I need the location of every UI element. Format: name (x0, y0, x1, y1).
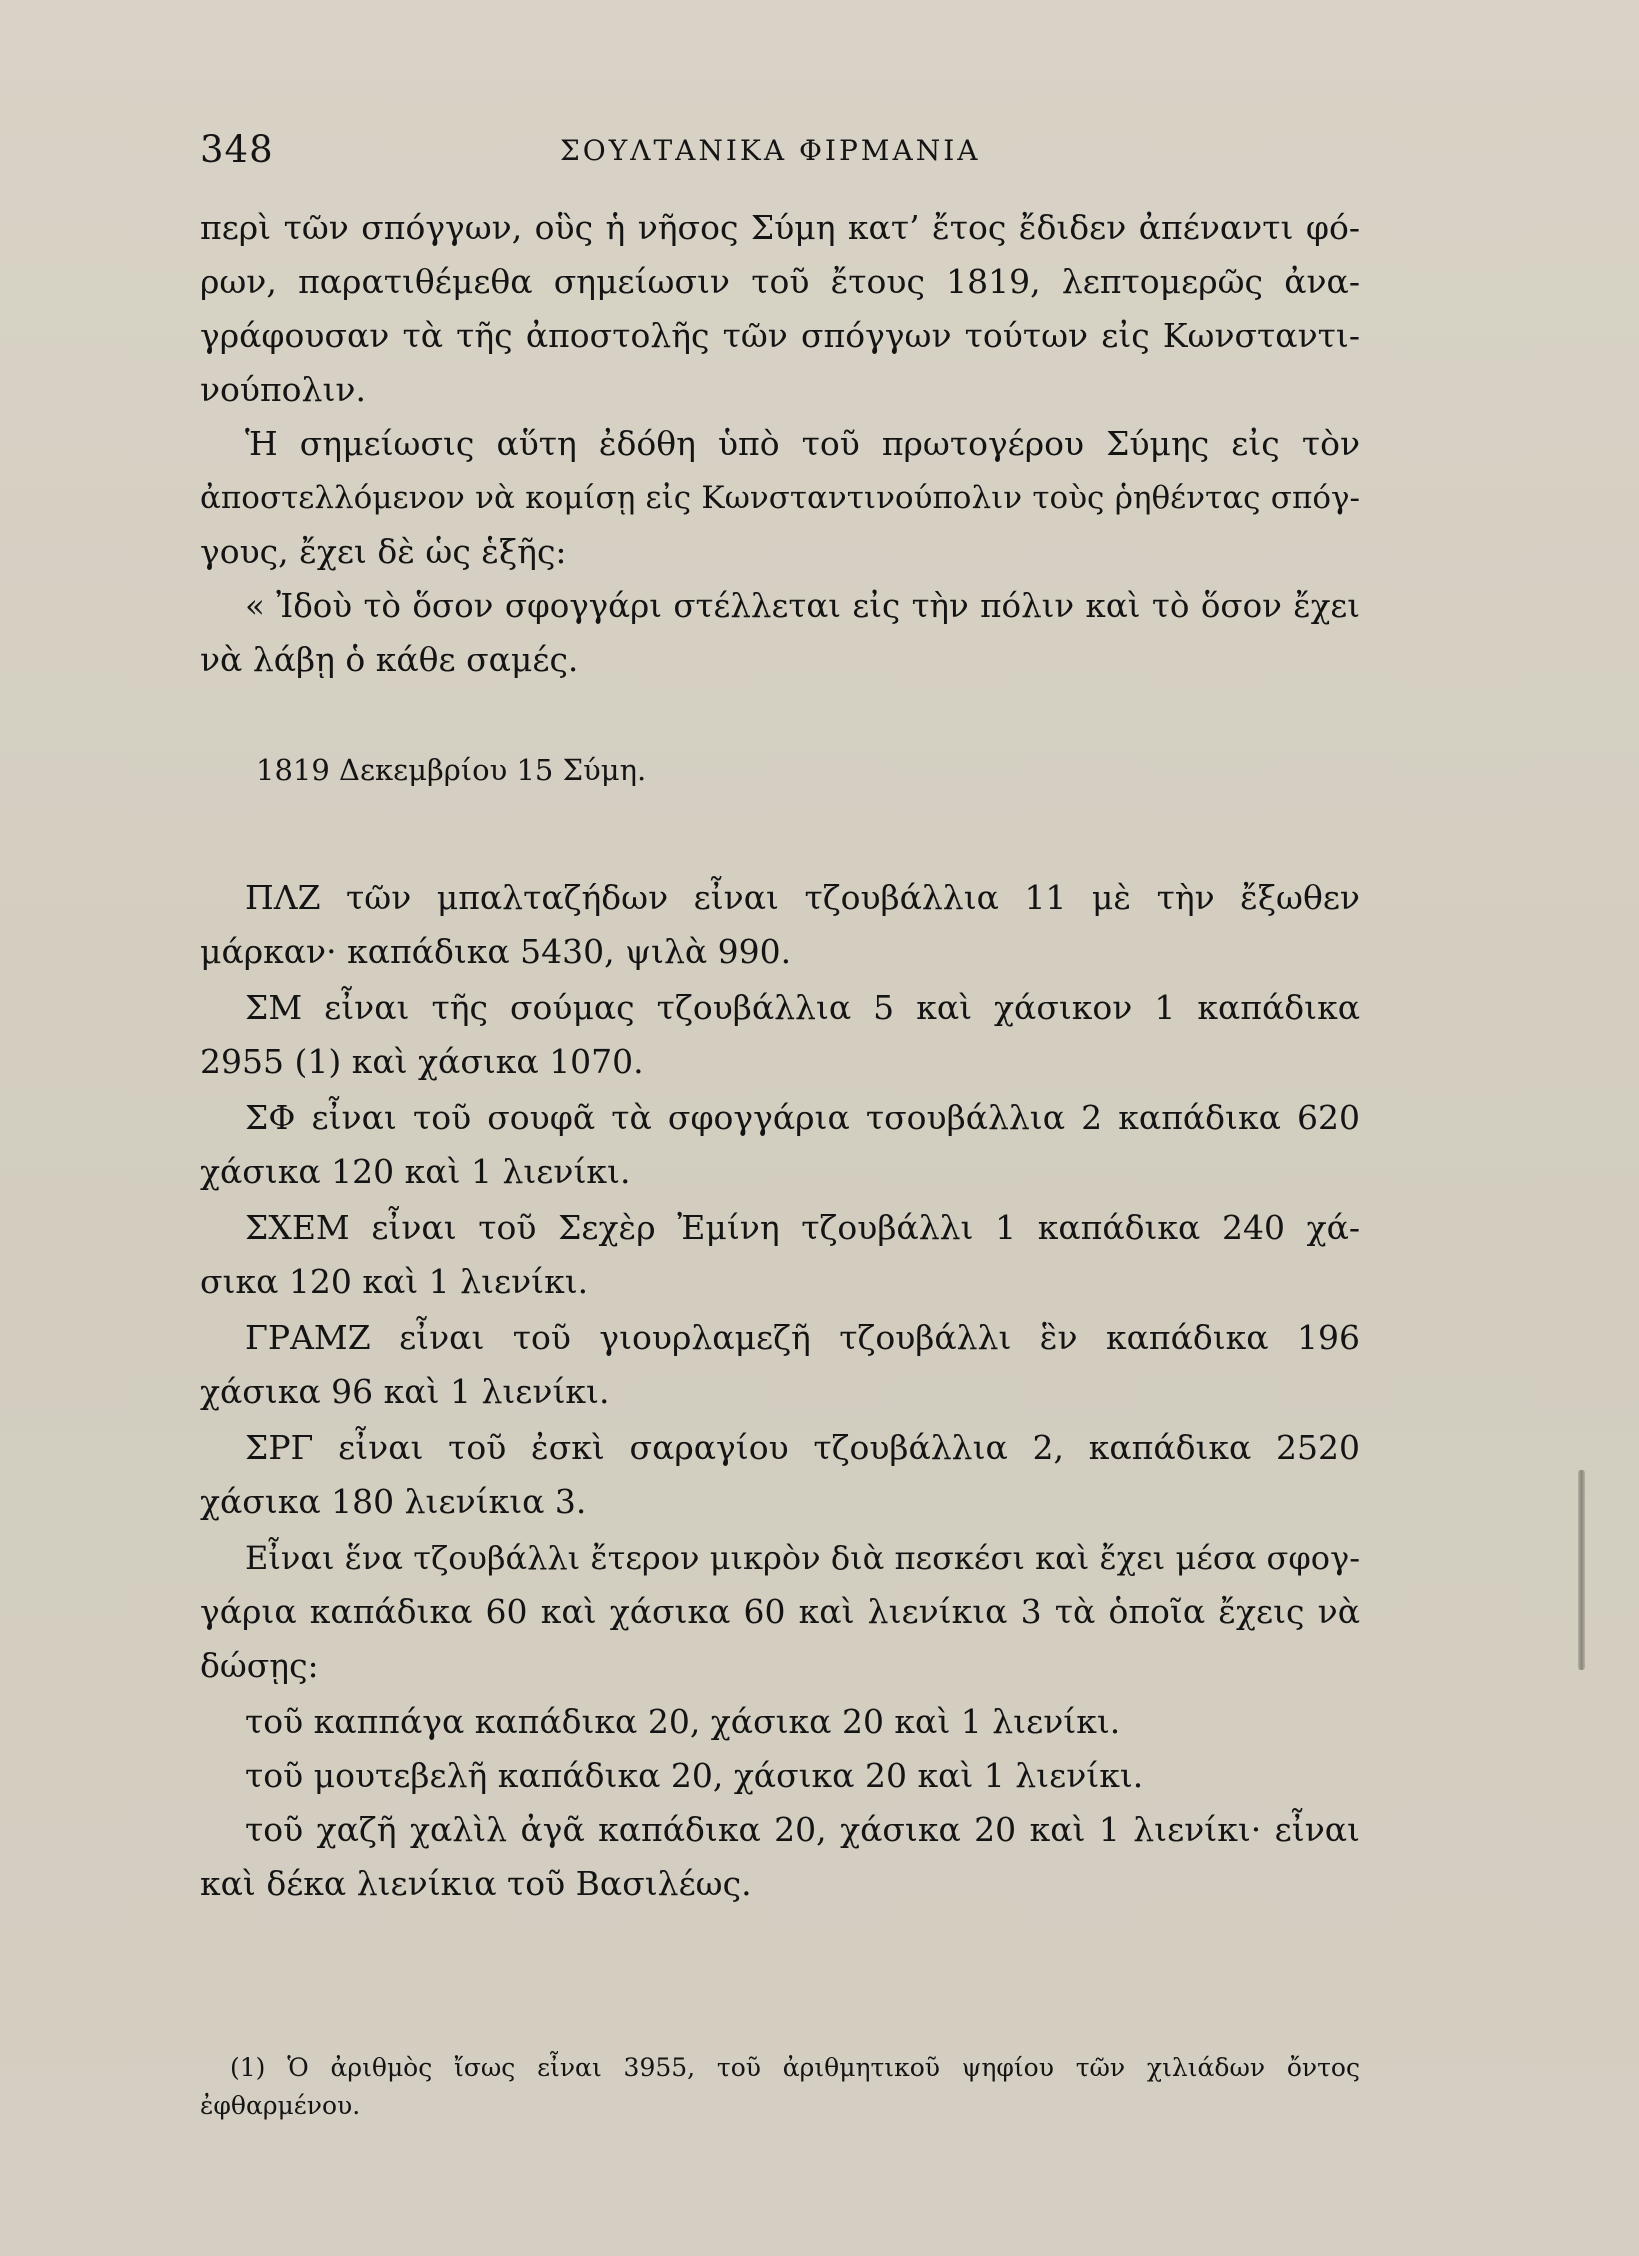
text-line: ΣΡΓ εἶναι τοῦ ἐσκὶ σαραγίου τζουβάλλια 2, καπάδικα 2520 (245, 1428, 1360, 1467)
text-line: χάσικα 120 καὶ 1 λιενίκι. (200, 1152, 631, 1191)
text-line: γους, ἔχει δὲ ὡς ἑξῆς: (200, 532, 567, 571)
page-number: 348 (200, 128, 274, 171)
text-line: ΓΡΑΜΖ εἶναι τοῦ γιουρλαμεζῆ τζουβάλλι ἓν καπάδικα 196 (245, 1318, 1360, 1357)
text-line: καὶ δέκα λιενίκια τοῦ Βασιλέως. (200, 1864, 752, 1903)
text-line: ΣΧΕΜ εἶναι τοῦ Σεχὲρ Ἐμίνη τζουβάλλι 1 καπάδικα 240 χά- (245, 1208, 1360, 1247)
text-line: ἀποστελλόμενον νὰ κομίσῃ εἰς Κωνσταντινούπολιν τοὺς ῥηθέντας σπόγ- (200, 480, 1360, 516)
running-title: ΣΟΥΛΤΑΝΙΚΑ ΦΙΡΜΑΝΙΑ (560, 134, 981, 167)
text-line: περὶ τῶν σπόγγων, οὓς ἡ νῆσος Σύμη κατ’ ἔτος ἔδιδεν ἀπέναντι φό- (200, 208, 1360, 247)
text-line: Ἡ σημείωσις αὕτη ἐδόθη ὑπὸ τοῦ πρωτογέρου Σύμης εἰς τὸν (245, 424, 1360, 463)
text-line: νὰ λάβῃ ὁ κάθε σαμές. (200, 640, 579, 679)
text-line: « Ἰδοὺ τὸ ὅσον σφογγάρι στέλλεται εἰς τὴν πόλιν καὶ τὸ ὅσον ἔχει (245, 587, 1360, 625)
text-line: νούπολιν. (200, 370, 366, 409)
text-line: γάρια καπάδικα 60 καὶ χάσικα 60 καὶ λιενίκια 3 τὰ ὁποῖα ἔχεις νὰ (200, 1592, 1360, 1631)
text-line: γράφουσαν τὰ τῆς ἀποστολῆς τῶν σπόγγων τούτων εἰς Κωνσταντι- (200, 316, 1360, 355)
footnote-line: ἐφθαρμένου. (200, 2091, 361, 2120)
text-line: ρων, παρατιθέμεθα σημείωσιν τοῦ ἔτους 1819, λεπτομερῶς ἀνα- (200, 262, 1360, 301)
text-line: ΣΦ εἶναι τοῦ σουφᾶ τὰ σφογγάρια τσουβάλλια 2 καπάδικα 620 (245, 1098, 1360, 1137)
text-line: χάσικα 180 λιενίκια 3. (200, 1482, 587, 1521)
text-line: τοῦ καππάγα καπάδικα 20, χάσικα 20 καὶ 1 λιενίκι. (245, 1702, 1121, 1741)
text-line: τοῦ μουτεβελῆ καπάδικα 20, χάσικα 20 καὶ 1 λιενίκι. (245, 1756, 1144, 1795)
text-line: δώσῃς: (200, 1646, 319, 1685)
text-line: ΣΜ εἶναι τῆς σούμας τζουβάλλια 5 καὶ χάσικον 1 καπάδικα (245, 988, 1360, 1027)
binding-edge-mark (1578, 1470, 1585, 1670)
text-line: μάρκαν· καπάδικα 5430, ψιλὰ 990. (200, 932, 792, 971)
footnote-line: (1) Ὁ ἀριθμὸς ἴσως εἶναι 3955, τοῦ ἀριθμητικοῦ ψηφίου τῶν χιλιάδων ὄντος (230, 2053, 1360, 2082)
document-date: 1819 Δεκεμβρίου 15 Σύμη. (256, 753, 647, 787)
text-line: 2955 (1) καὶ χάσικα 1070. (200, 1042, 644, 1081)
page-header (200, 128, 1360, 178)
text-line: ΠΛΖ τῶν μπαλταζήδων εἶναι τζουβάλλια 11 μὲ τὴν ἔξωθεν (245, 878, 1360, 917)
text-line: τοῦ χαζῆ χαλὶλ ἀγᾶ καπάδικα 20, χάσικα 20 καὶ 1 λιενίκι· εἶναι (245, 1810, 1360, 1849)
text-line: σικα 120 καὶ 1 λιενίκι. (200, 1262, 589, 1301)
text-line: Εἶναι ἕνα τζουβάλλι ἔτερον μικρὸν διὰ πεσκέσι καὶ ἔχει μέσα σφογ- (245, 1539, 1360, 1577)
text-line: χάσικα 96 καὶ 1 λιενίκι. (200, 1372, 610, 1411)
